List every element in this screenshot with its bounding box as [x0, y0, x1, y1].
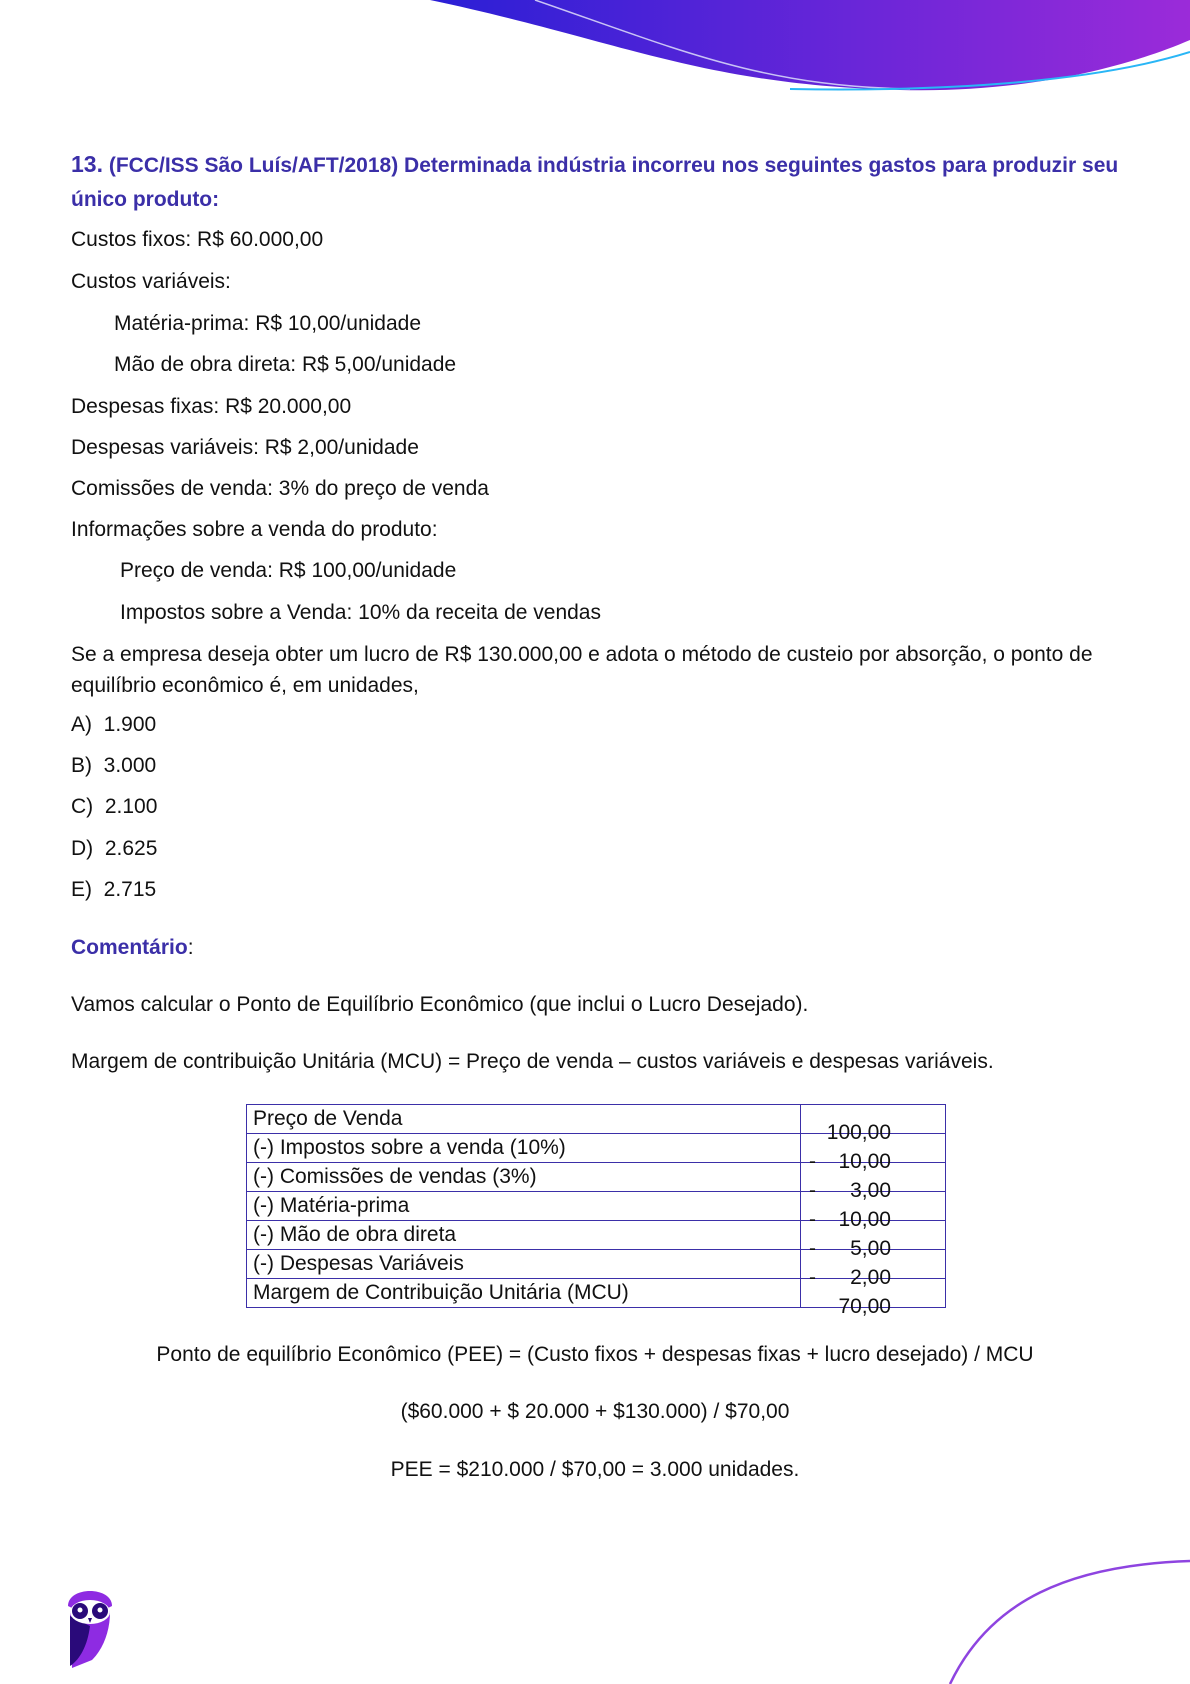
row-amount: 70,00	[838, 1295, 891, 1318]
sales-commission-line: Comissões de venda: 3% do preço de venda	[71, 477, 489, 500]
variable-costs-heading: Custos variáveis:	[71, 270, 231, 293]
table-row	[247, 1221, 946, 1250]
table-row-total	[247, 1279, 946, 1308]
fixed-costs-line: Custos fixos: R$ 60.000,00	[71, 228, 324, 251]
row-value	[801, 1250, 946, 1289]
row-label: (-) Mão de obra direta	[247, 1221, 801, 1250]
row-label: (-) Matéria-prima	[247, 1192, 801, 1221]
footer-arc-decoration	[900, 1540, 1190, 1684]
comment-intro: Vamos calcular o Ponto de Equilíbrio Econômico (que inclui o Lucro Desejado).	[71, 993, 809, 1016]
table-row	[247, 1134, 946, 1163]
row-label: Preço de Venda	[247, 1105, 801, 1134]
row-value	[801, 1134, 946, 1173]
option-letter: D)	[71, 837, 94, 860]
sales-info-heading: Informações sobre a venda do produto:	[71, 518, 438, 541]
row-value	[801, 1221, 946, 1260]
row-label: (-) Despesas Variáveis	[247, 1250, 801, 1279]
comment-label: Comentário	[71, 936, 188, 959]
row-label: (-) Comissões de vendas (3%)	[247, 1163, 801, 1192]
row-sign: -	[809, 1208, 816, 1231]
row-amount: 5,00	[850, 1237, 891, 1260]
comment-heading	[71, 934, 194, 962]
table-row	[247, 1192, 946, 1221]
row-sign: -	[809, 1179, 816, 1202]
row-label: (-) Impostos sobre a venda (10%)	[247, 1134, 801, 1163]
sale-price-line: Preço de venda: R$ 100,00/unidade	[120, 559, 457, 582]
question-prompt: Se a empresa deseja obter um lucro de R$ 130.000,00 e adota o método de custeio por absorção, o ponto de equilíbrio econômico é, em unidades,	[71, 643, 1093, 697]
header-wave-decoration	[0, 0, 1190, 100]
row-sign: -	[809, 1150, 816, 1173]
pee-result: PEE = $210.000 / $70,00 = 3.000 unidades.	[390, 1458, 800, 1481]
table-row	[247, 1105, 946, 1134]
row-amount: 2,00	[850, 1266, 891, 1289]
option-b[interactable]	[71, 752, 156, 780]
row-value	[801, 1192, 946, 1231]
question-title-line2: único produto:	[71, 188, 220, 211]
option-letter: E)	[71, 878, 92, 901]
comment-label-colon: :	[187, 936, 194, 959]
mcu-table	[246, 1104, 946, 1318]
row-sign: -	[809, 1266, 816, 1289]
option-letter: A)	[71, 713, 92, 736]
direct-labor-line: Mão de obra direta: R$ 5,00/unidade	[114, 353, 457, 376]
row-sign: -	[809, 1237, 816, 1260]
question-source: (FCC/ISS São Luís/AFT/2018) Determinada indústria incorreu nos seguintes gastos para produzir seu	[108, 154, 1119, 177]
variable-expenses-line: Despesas variáveis: R$ 2,00/unidade	[71, 436, 419, 459]
row-amount: 100,00	[826, 1121, 891, 1144]
table-row	[247, 1163, 946, 1192]
pee-formula: Ponto de equilíbrio Econômico (PEE) = (Custo fixos + despesas fixas + lucro desejado) / MCU	[156, 1343, 1034, 1366]
option-value: 2.625	[104, 837, 158, 860]
row-amount: 10,00	[838, 1150, 891, 1173]
option-value: 2.100	[104, 795, 158, 818]
option-d[interactable]	[71, 835, 157, 863]
row-value	[801, 1279, 946, 1318]
row-label: Margem de Contribuição Unitária (MCU)	[247, 1279, 801, 1308]
option-letter: B)	[71, 754, 92, 777]
row-value	[801, 1163, 946, 1202]
table-row	[247, 1250, 946, 1279]
row-amount: 3,00	[850, 1179, 891, 1202]
row-amount: 10,00	[838, 1208, 891, 1231]
pee-calculation: ($60.000 + $ 20.000 + $130.000) / $70,00	[400, 1400, 790, 1423]
question-number: 13.	[71, 151, 103, 177]
option-letter: C)	[71, 795, 94, 818]
option-e[interactable]	[71, 876, 156, 904]
fixed-expenses-line: Despesas fixas: R$ 20.000,00	[71, 395, 352, 418]
mcu-definition: Margem de contribuição Unitária (MCU) = Preço de venda – custos variáveis e despesas variáveis.	[71, 1050, 994, 1073]
option-value: 2.715	[103, 878, 157, 901]
option-value: 3.000	[103, 754, 157, 777]
sales-taxes-line: Impostos sobre a Venda: 10% da receita de vendas	[120, 601, 601, 624]
row-value	[801, 1105, 946, 1144]
option-c[interactable]	[71, 793, 157, 821]
option-a[interactable]	[71, 711, 156, 739]
owl-logo-icon	[64, 1578, 116, 1670]
option-value: 1.900	[103, 713, 157, 736]
raw-material-line: Matéria-prima: R$ 10,00/unidade	[114, 312, 422, 335]
question-title	[71, 150, 1118, 180]
